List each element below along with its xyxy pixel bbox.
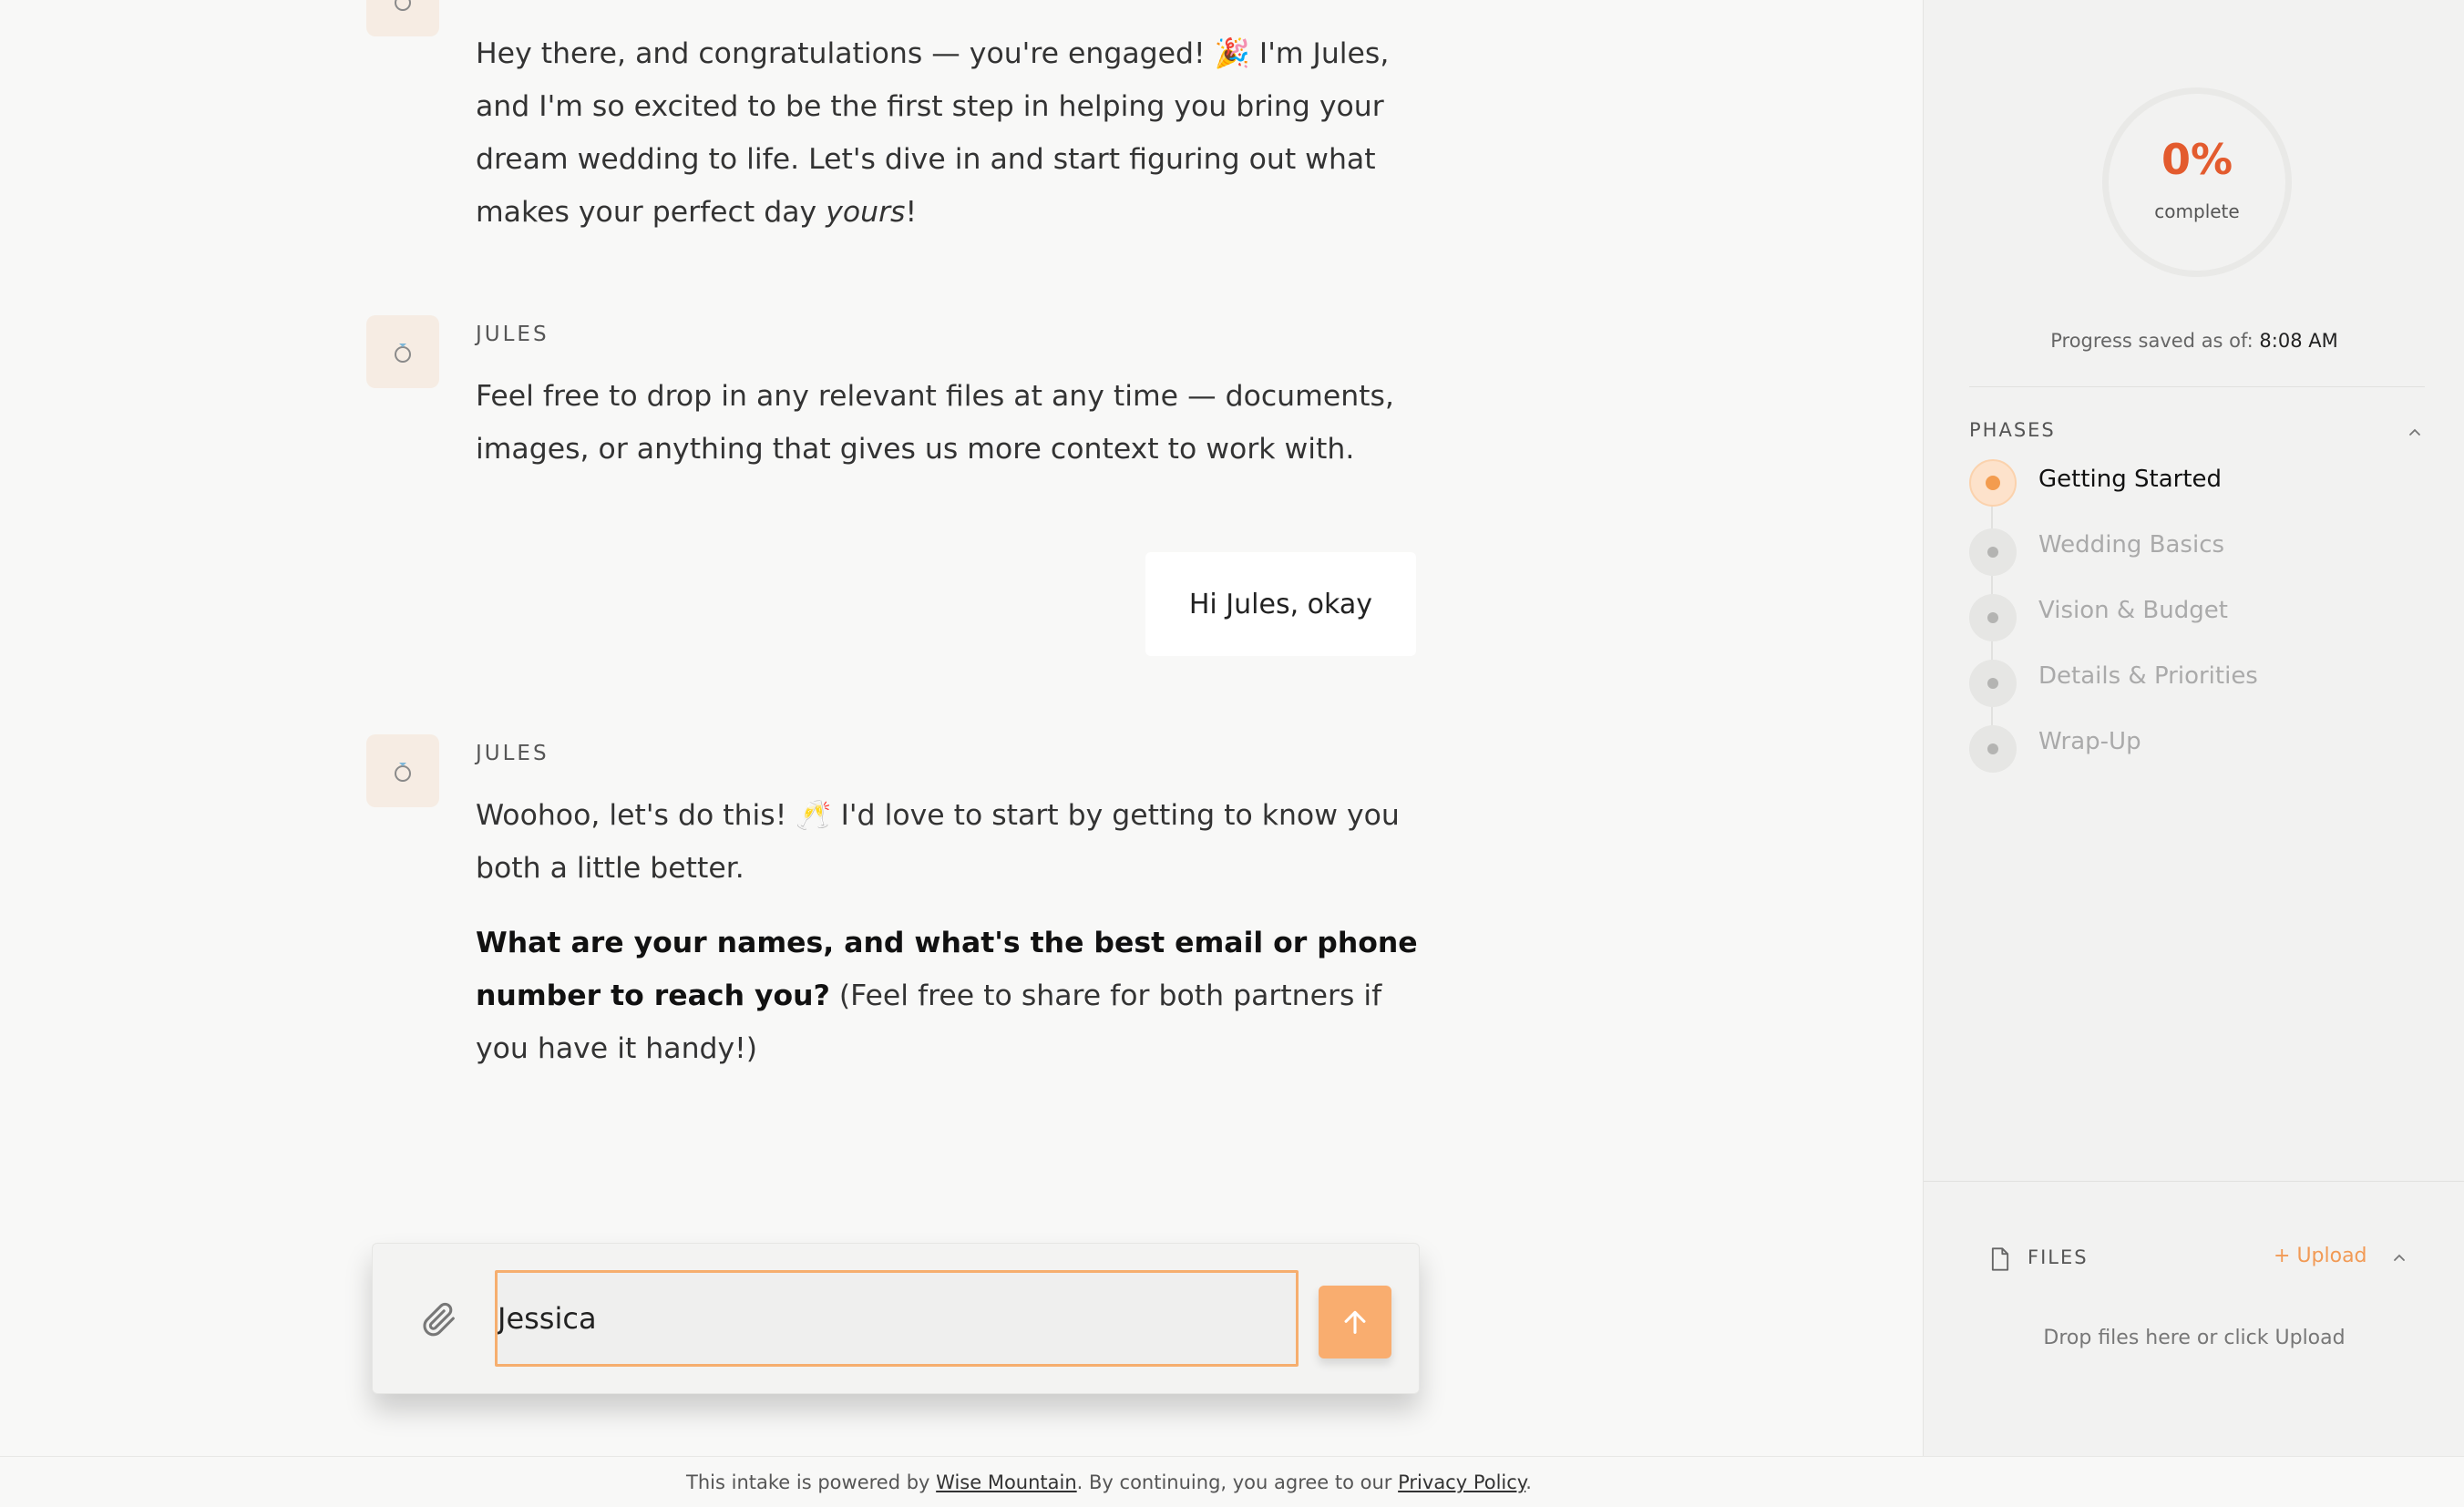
cheers-emoji: 🥂 <box>796 799 832 832</box>
plus-icon: + <box>2274 1245 2297 1267</box>
progress-panel <box>1923 0 2464 1456</box>
chevron-up-icon[interactable] <box>2406 423 2424 441</box>
message-author: JULES <box>476 323 549 346</box>
phase-label: Wedding Basics <box>2038 531 2225 559</box>
message-author: JULES <box>476 742 549 765</box>
ring-icon <box>389 757 416 784</box>
phase-getting-started[interactable] <box>1969 459 2425 507</box>
chevron-up-icon[interactable] <box>2390 1248 2408 1266</box>
send-button[interactable] <box>1319 1286 1391 1358</box>
phase-indicator <box>1969 459 2017 507</box>
privacy-policy-link[interactable]: Privacy Policy <box>1398 1471 1526 1493</box>
divider <box>1969 386 2425 387</box>
progress-percent: 0% <box>2161 135 2233 184</box>
question-text: What are your names, and what's the best email or phone number to reach you? <box>476 927 1418 1012</box>
phases-title: PHASES <box>1969 419 2056 441</box>
phase-label: Details & Priorities <box>2038 662 2258 690</box>
phase-label: Vision & Budget <box>2038 597 2228 624</box>
assistant-avatar <box>366 0 439 36</box>
message-body: Hey there, and congratulations — you're engaged! 🎉 I'm Jules, and I'm so excited to be the first step in helping you bring your dream wedding to life. Let's dive in and start figuring out what makes your perfect day yours! <box>476 37 1390 229</box>
wise-mountain-link[interactable]: Wise Mountain <box>936 1471 1077 1493</box>
phase-wrap-up[interactable] <box>1969 725 2425 773</box>
phase-label: Getting Started <box>2038 466 2223 493</box>
phase-label: Wrap-Up <box>2038 728 2141 755</box>
paperclip-icon[interactable] <box>418 1298 460 1340</box>
message-body: Feel free to drop in any relevant files at any time — documents, images, or anything that gives us more context to work with. <box>476 380 1394 466</box>
upload-button[interactable]: + Upload <box>2274 1245 2367 1267</box>
user-message: Hi Jules, okay <box>1145 552 1416 656</box>
progress-label: complete <box>2154 200 2240 222</box>
divider <box>1924 1181 2464 1182</box>
phase-details-priorities[interactable] <box>1969 660 2425 707</box>
assistant-avatar <box>366 734 439 807</box>
message-input[interactable] <box>495 1270 1299 1367</box>
assistant-avatar <box>366 315 439 388</box>
file-icon <box>1989 1246 2011 1272</box>
progress-saved: Progress saved as of: 8:08 AM <box>2050 330 2338 352</box>
phase-indicator <box>1969 660 2017 707</box>
phase-indicator <box>1969 528 2017 576</box>
arrow-up-icon <box>1340 1307 1371 1338</box>
ring-icon <box>389 0 416 14</box>
footer: This intake is powered by Wise Mountain. By continuing, you agree to our Privacy Policy. <box>0 1456 2464 1507</box>
phase-wedding-basics[interactable] <box>1969 528 2425 576</box>
message-body: Woohoo, let's do this! 🥂 I'd love to start by getting to know you both a little better. What are your names, and what's the best email or phone number to reach you? (Feel free to share for both partners if you have it handy!) <box>476 799 1418 1065</box>
saved-time: 8:08 AM <box>2259 330 2338 352</box>
phase-indicator <box>1969 725 2017 773</box>
ring-icon <box>389 338 416 365</box>
files-title: FILES <box>2028 1246 2089 1268</box>
party-emoji: 🎉 <box>1214 37 1250 70</box>
file-dropzone[interactable]: Drop files here or click Upload <box>2043 1327 2346 1349</box>
message-composer <box>372 1243 1420 1394</box>
phase-indicator <box>1969 594 2017 641</box>
phase-vision-budget[interactable] <box>1969 594 2425 641</box>
